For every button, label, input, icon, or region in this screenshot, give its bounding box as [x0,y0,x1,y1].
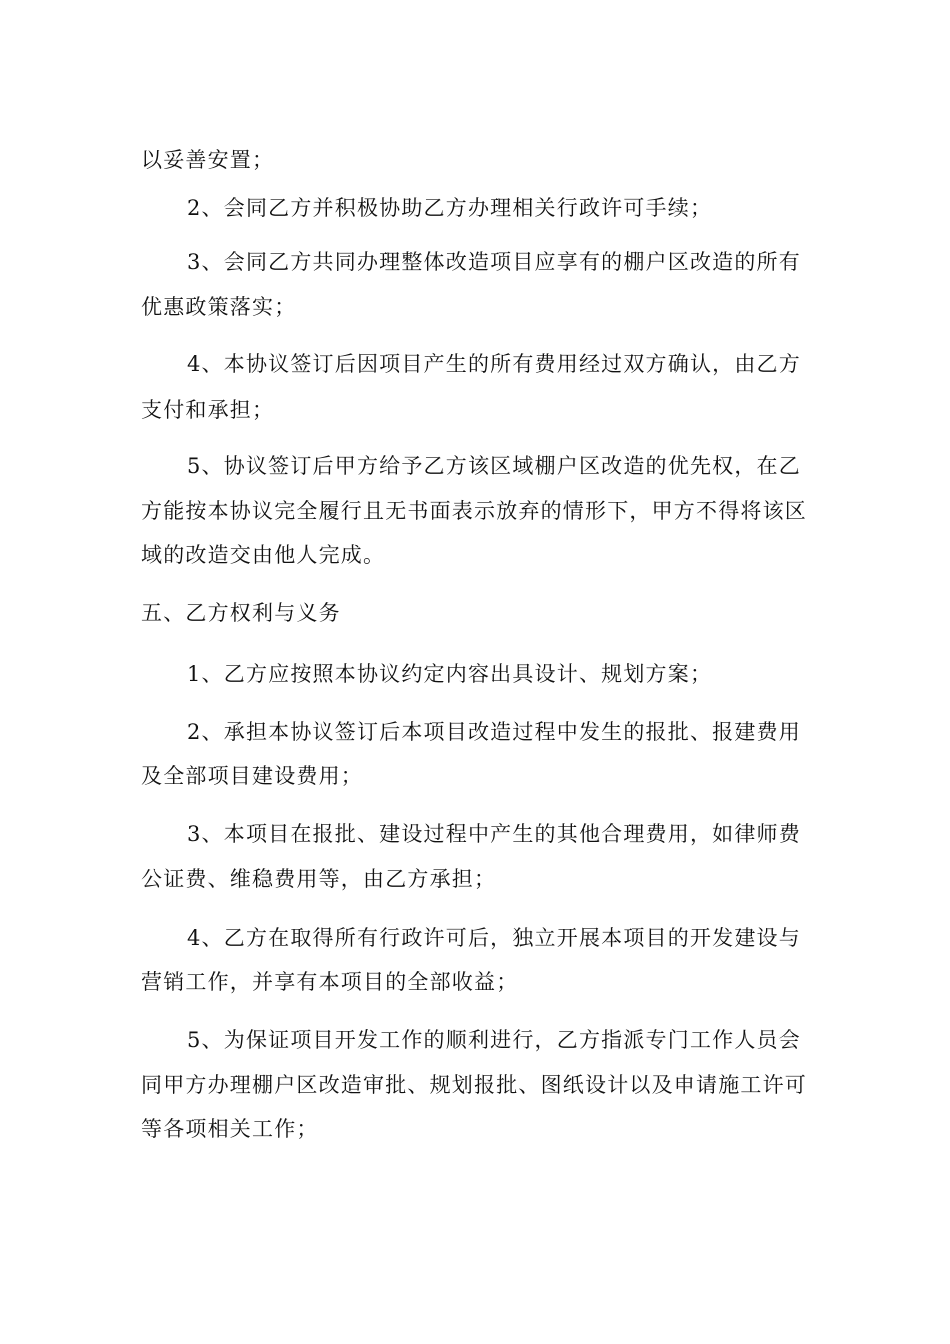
text-line: 优惠政策落实； [141,295,297,319]
text-line: 3、本项目在报批、建设过程中产生的其他合理费用，如律师费 [187,822,801,846]
text-line: 3、会同乙方共同办理整体改造项目应享有的棚户区改造的所有 [187,250,801,274]
section-heading: 五、乙方权利与义务 [141,601,341,625]
text-line: 4、本协议签订后因项目产生的所有费用经过双方确认，由乙方 [187,352,801,376]
text-line: 同甲方办理棚户区改造审批、规划报批、图纸设计以及申请施工许可 [141,1073,807,1097]
text-line: 4、乙方在取得所有行政许可后，独立开展本项目的开发建设与 [187,926,801,950]
text-line: 公证费、维稳费用等，由乙方承担； [141,867,497,891]
text-line: 2、会同乙方并积极协助乙方办理相关行政许可手续； [187,196,713,220]
text-line: 域的改造交由他人完成。 [141,543,386,567]
text-line: 营销工作，并享有本项目的全部收益； [141,970,519,994]
text-line: 5、为保证项目开发工作的顺利进行，乙方指派专门工作人员会 [187,1028,801,1052]
text-line: 1、乙方应按照本协议约定内容出具设计、规划方案； [187,662,713,686]
text-line: 等各项相关工作； [141,1117,319,1141]
text-line: 以妥善安置； [141,148,275,172]
text-line: 5、协议签订后甲方给予乙方该区域棚户区改造的优先权，在乙 [187,454,801,478]
text-line: 2、承担本协议签订后本项目改造过程中发生的报批、报建费用 [187,720,801,744]
text-line: 及全部项目建设费用； [141,764,363,788]
text-line: 方能按本协议完全履行且无书面表示放弃的情形下，甲方不得将该区 [141,499,807,523]
text-line: 支付和承担； [141,398,275,422]
